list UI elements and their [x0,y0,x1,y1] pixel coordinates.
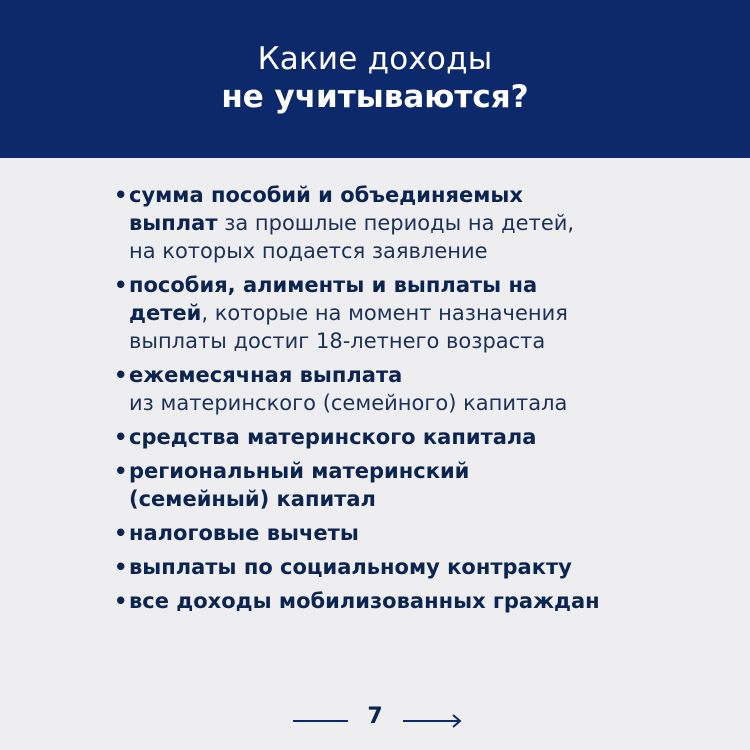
bullet-icon: • [114,589,128,613]
item-bold-text: пособия, алименты и выплаты на [129,273,538,297]
item-text: за прошлые периоды на детей, [217,211,575,235]
page-title-line1: Какие доходы [257,41,493,77]
item-bold-text: средства материнского капитала [129,425,537,449]
list-item [114,423,734,451]
item-bold-text: налоговые вычеты [129,521,359,545]
bullet-icon: • [114,183,128,207]
bullet-icon: • [114,459,128,483]
item-text: , которые на момент назначения [201,301,568,325]
bullet-icon: • [114,555,128,579]
bullet-icon: • [114,273,128,297]
item-bold-text: (семейный) капитал [129,487,376,511]
header-banner [0,0,750,158]
list-item [114,587,734,615]
divider-line [293,720,348,722]
bullet-icon: • [114,363,128,387]
item-bold-text: региональный материнский [129,459,470,483]
item-bold-text: детей [129,301,202,325]
page-footer [0,702,750,738]
item-text: из материнского (семейного) капитала [129,391,568,415]
item-text: на которых подается заявление [129,239,488,263]
list-item [114,457,734,513]
bullet-icon: • [114,521,128,545]
bullet-icon: • [114,425,128,449]
item-bold-text: сумма пособий и объединяемых [129,183,523,207]
income-list [114,181,734,621]
arrow-right-icon[interactable] [403,712,463,730]
list-item [114,181,734,265]
list-item [114,553,734,581]
page-title-line2: не учитываются? [221,79,529,115]
list-item [114,519,734,547]
item-bold-text: выплаты по социальному контракту [129,555,572,579]
list-item [114,361,734,417]
list-item [114,271,734,355]
item-bold-text: все доходы мобилизованных граждан [129,589,600,613]
item-bold-text: выплат [129,211,218,235]
page-number: 7 [367,704,383,729]
item-text: выплаты достиг 18-летнего возраста [129,329,546,353]
item-bold-text: ежемесячная выплата [129,363,403,387]
